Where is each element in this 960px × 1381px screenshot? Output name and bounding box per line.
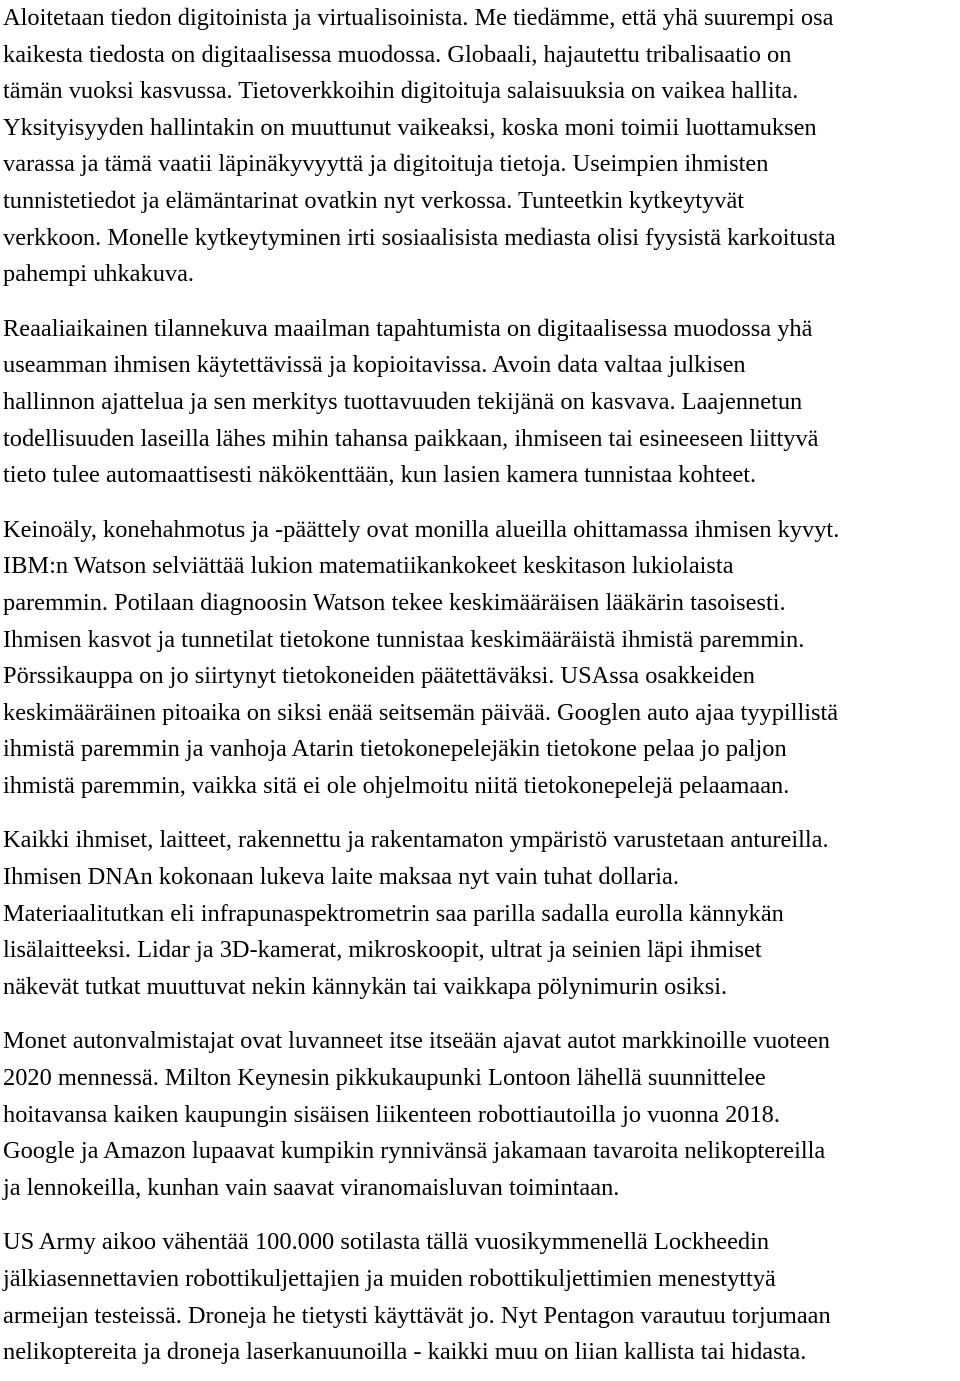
paragraph-4 bbox=[3, 822, 955, 1005]
text-line: useamman ihmisen käytettävissä ja kopioitavissa. Avoin data valtaa julkisen bbox=[3, 351, 746, 379]
paragraph-3 bbox=[3, 512, 955, 805]
paragraph-6 bbox=[3, 1224, 955, 1370]
text-line: nelikoptereita ja droneja laserkanuunoilla - kaikki muu on liian kallista tai hidasta. bbox=[3, 1338, 807, 1366]
text-line: hallinnon ajattelua ja sen merkitys tuottavuuden tekijänä on kasvava. Laajennetun bbox=[3, 387, 803, 415]
text-line: varassa ja tämä vaatii läpinäkyvyyttä ja digitoituja tietoja. Useimpien ihmisten bbox=[3, 150, 769, 178]
paragraph-1 bbox=[3, 0, 955, 293]
text-line: Reaaliaikainen tilannekuva maailman tapahtumista on digitaalisessa muodossa yhä bbox=[3, 314, 813, 342]
text-line: tämän vuoksi kasvussa. Tietoverkkoihin digitoituja salaisuuksia on vaikea hallita. bbox=[3, 77, 799, 105]
text-line: pahempi uhkakuva. bbox=[3, 260, 195, 288]
text-line: verkkoon. Monelle kytkeytyminen irti sosiaalisista mediasta olisi fyysistä karkoitusta bbox=[3, 223, 836, 251]
text-line: ja lennokeilla, kunhan vain saavat viranomaisluvan toimintaan. bbox=[3, 1173, 620, 1201]
text-line: paremmin. Potilaan diagnoosin Watson tekee keskimääräisen lääkärin tasoisesti. bbox=[3, 588, 786, 616]
text-line: 2020 mennessä. Milton Keynesin pikkukaupunki Lontoon lähellä suunnittelee bbox=[3, 1064, 766, 1092]
text-line: Yksityisyyden hallintakin on muuttunut vaikeaksi, koska moni toimii luottamuksen bbox=[3, 113, 817, 141]
text-line: armeijan testeissä. Droneja he tietysti käyttävät jo. Nyt Pentagon varautuu torjumaan bbox=[3, 1301, 831, 1329]
text-line: Aloitetaan tiedon digitoinista ja virtualisoinista. Me tiedämme, että yhä suurempi osa bbox=[3, 4, 834, 31]
paragraph-5 bbox=[3, 1023, 955, 1206]
text-line: Pörssikauppa on jo siirtynyt tietokoneiden päätettäväksi. USAssa osakkeiden bbox=[3, 662, 755, 690]
text-line: Ihmisen kasvot ja tunnetilat tietokone tunnistaa keskimääräistä ihmistä paremmin. bbox=[3, 625, 805, 653]
text-line: lisälaitteeksi. Lidar ja 3D-kamerat, mikroskoopit, ultrat ja seinien läpi ihmiset bbox=[3, 936, 762, 964]
text-line: IBM:n Watson selviättää lukion matematiikankokeet keskitason lukiolaista bbox=[3, 552, 734, 580]
text-line: kaikesta tiedosta on digitaalisessa muodossa. Globaali, hajautettu tribalisaatio on bbox=[3, 40, 792, 68]
text-line: Materiaalitutkan eli infrapunaspektrometrin saa parilla sadalla eurolla kännykän bbox=[3, 899, 784, 927]
document-page bbox=[3, 0, 955, 1371]
text-line: US Army aikoo vähentää 100.000 sotilasta tällä vuosikymmenellä Lockheedin bbox=[3, 1228, 770, 1256]
paragraph-2 bbox=[3, 311, 955, 494]
text-line: Keinoäly, konehahmotus ja -päättely ovat monilla alueilla ohittamassa ihmisen kyvyt. bbox=[3, 515, 840, 543]
text-line: ihmistä paremmin, vaikka sitä ei ole ohjelmoitu niitä tietokonepelejä pelaamaan. bbox=[3, 771, 790, 799]
text-line: todellisuuden laseilla lähes mihin tahansa paikkaan, ihmiseen tai esineeseen liittyvä bbox=[3, 424, 819, 452]
text-line: hoitavansa kaiken kaupungin sisäisen liikenteen robottiautoilla jo vuonna 2018. bbox=[3, 1100, 780, 1128]
text-line: ihmistä paremmin ja vanhoja Atarin tietokonepelejäkin tietokone pelaa jo paljon bbox=[3, 735, 787, 763]
text-line: tunnistetiedot ja elämäntarinat ovatkin nyt verkossa. Tunteetkin kytkeytyvät bbox=[3, 186, 745, 214]
text-line: Google ja Amazon lupaavat kumpikin rynnivänsä jakamaan tavaroita nelikoptereilla bbox=[3, 1137, 826, 1165]
text-line: jälkiasennettavien robottikuljettajien ja muiden robottikuljettimien menestyttyä bbox=[3, 1265, 776, 1292]
text-line: tieto tulee automaattisesti näkökenttään, kun lasien kamera tunnistaa kohteet. bbox=[3, 461, 757, 489]
text-line: näkevät tutkat muuttuvat nekin kännykän tai vaikkapa pölynimurin osiksi. bbox=[3, 972, 728, 1000]
text-line: Monet autonvalmistajat ovat luvanneet itse itseään ajavat autot markkinoille vuoteen bbox=[3, 1027, 830, 1055]
text-line: Kaikki ihmiset, laitteet, rakennettu ja rakentamaton ympäristö varustetaan antureilla. bbox=[3, 826, 829, 854]
text-line: keskimääräinen pitoaika on siksi enää seitsemän päivää. Googlen auto ajaa tyypillistä bbox=[3, 698, 839, 726]
text-line: Ihmisen DNAn kokonaan lukeva laite maksaa nyt vain tuhat dollaria. bbox=[3, 863, 679, 891]
